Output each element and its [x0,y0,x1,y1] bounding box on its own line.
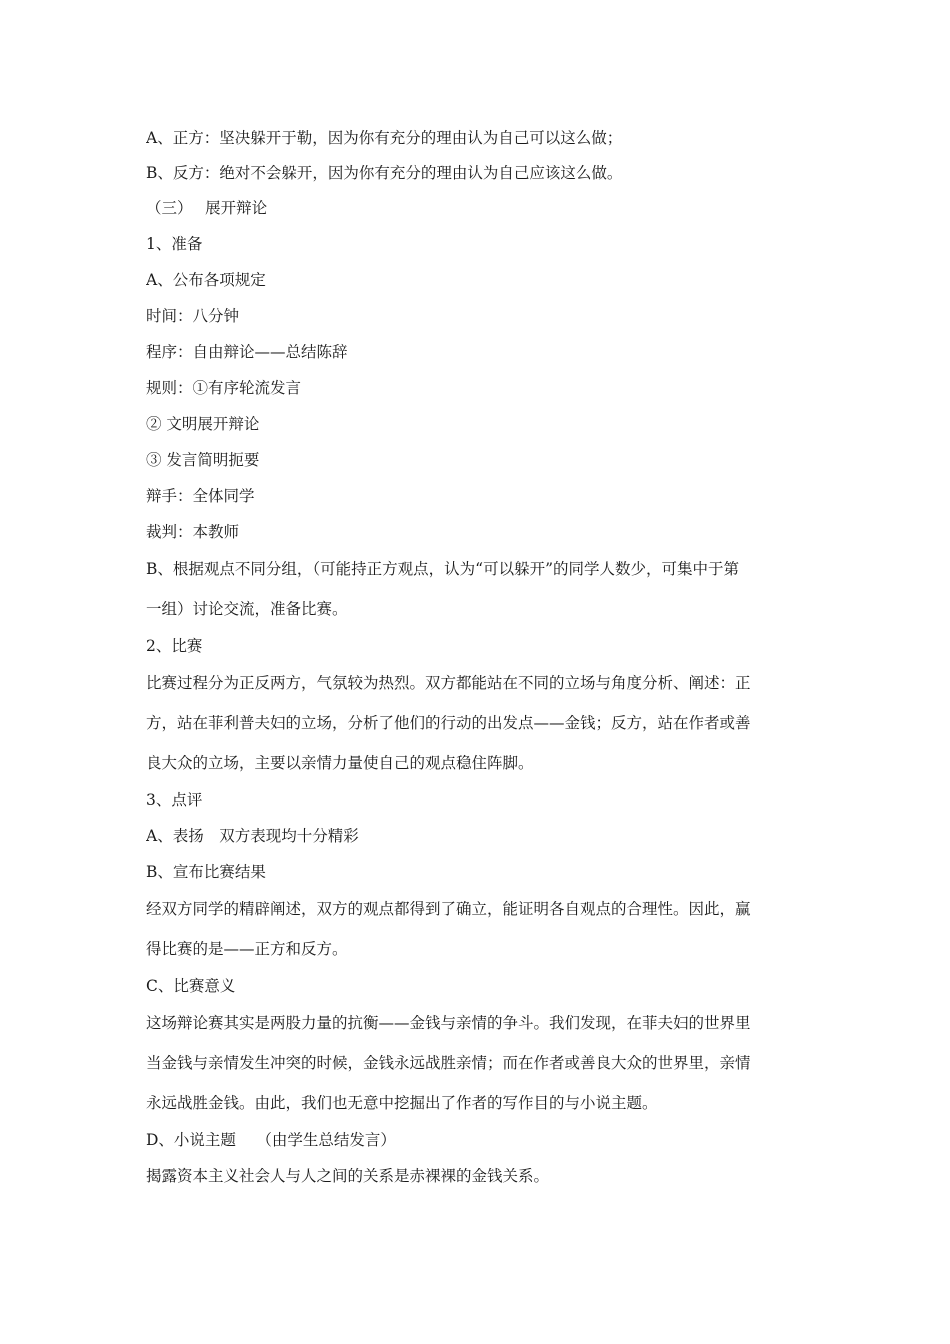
text-line-meaning-3: 永远战胜金钱。由此，我们也无意中挖掘出了作者的写作目的与小说主题。 [146,1094,658,1112]
text-line-result-1: 经双方同学的精辟阐述，双方的观点都得到了确立，能证明各自观点的合理性。因此，赢 [146,900,751,918]
text-line-rule-1: 规则：①有序轮流发言 [146,379,302,397]
section-heading-debate: （三） 展开辩论 [146,199,268,217]
text-line-match-2: 方，站在菲利普夫妇的立场，分析了他们的行动的出发点——金钱；反方，站在作者或善 [146,714,751,732]
text-line-time: 时间：八分钟 [146,307,240,325]
text-line-match-3: 良大众的立场，主要以亲情力量使自己的观点稳住阵脚。 [146,754,534,772]
text-line-side-b: B、反方：绝对不会躲开，因为你有充分的理由认为自己应该这么做。 [146,164,623,182]
text-line-meaning-2: 当金钱与亲情发生冲突的时候，金钱永远战胜亲情；而在作者或善良大众的世界里，亲情 [146,1054,751,1072]
text-line-result-title: B、宣布比赛结果 [146,863,266,881]
text-line-grouping-2: 一组）讨论交流，准备比赛。 [146,600,348,618]
text-line-meaning-1: 这场辩论赛其实是两股力量的抗衡——金钱与亲情的争斗。我们发现，在菲夫妇的世界里 [146,1014,751,1032]
text-line-praise: A、表扬 双方表现均十分精彩 [146,827,359,845]
text-line-rules-title: A、公布各项规定 [146,271,266,289]
text-line-rule-2: ② 文明展开辩论 [146,415,260,433]
step-heading-review: 3、点评 [146,791,203,809]
step-heading-prepare: 1、准备 [146,235,203,253]
text-line-judge: 裁判：本教师 [146,523,240,541]
text-line-debaters: 辩手：全体同学 [146,487,255,505]
text-line-grouping-1: B、根据观点不同分组，（可能持正方观点，认为“可以躲开”的同学人数少，可集中于第 [146,560,739,578]
text-line-procedure: 程序：自由辩论——总结陈辞 [146,343,348,361]
text-line-theme-title: D、小说主题 （由学生总结发言） [146,1131,396,1149]
text-line-meaning-title: C、比赛意义 [146,977,236,995]
text-line-rule-3: ③ 发言简明扼要 [146,451,260,469]
text-line-match-1: 比赛过程分为正反两方，气氛较为热烈。双方都能站在不同的立场与角度分析、阐述：正 [146,674,751,692]
text-line-side-a: A、正方：坚决躲开于勒，因为你有充分的理由认为自己可以这么做； [146,129,623,147]
text-line-theme: 揭露资本主义社会人与人之间的关系是赤裸裸的金钱关系。 [146,1167,550,1185]
text-line-result-2: 得比赛的是——正方和反方。 [146,940,348,958]
step-heading-match: 2、比赛 [146,637,203,655]
